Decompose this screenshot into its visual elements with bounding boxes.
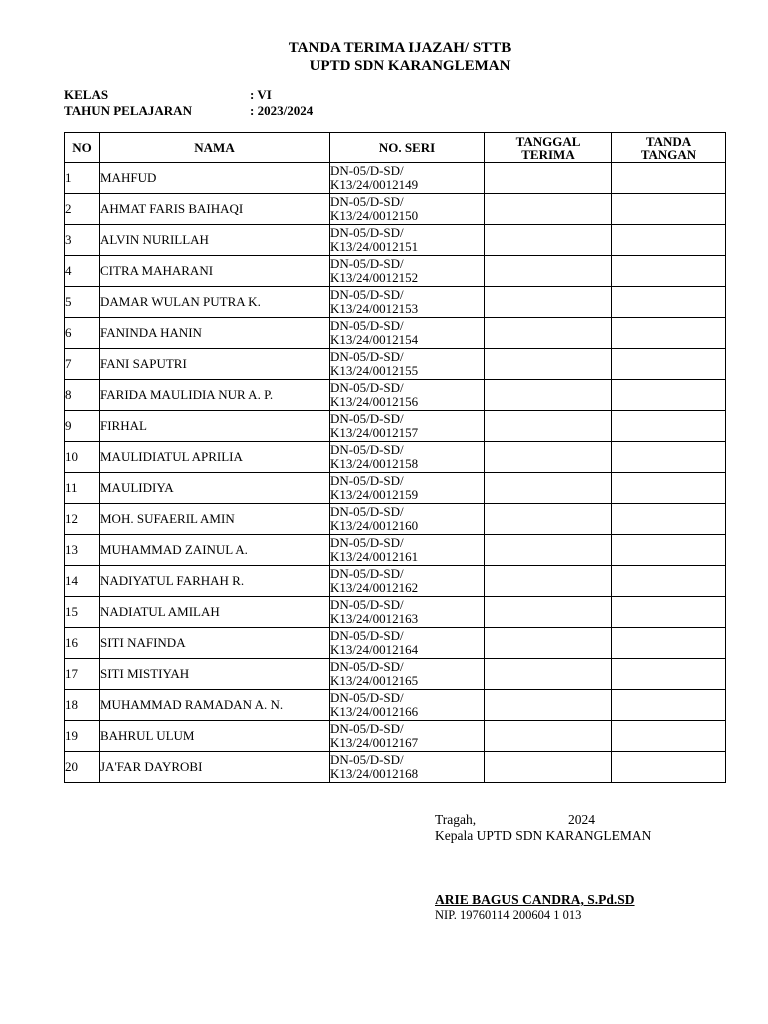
row-seri-number: K13/24/0012167 <box>330 735 419 750</box>
table-row <box>65 721 726 752</box>
row-tanggal-terima[interactable] <box>485 659 612 690</box>
row-tanggal-terima[interactable] <box>485 349 612 380</box>
row-no-seri <box>330 721 485 752</box>
row-seri-prefix: DN-05/D-SD/ <box>330 380 404 395</box>
row-seri-number: K13/24/0012161 <box>330 549 419 564</box>
row-seri-prefix: DN-05/D-SD/ <box>330 256 404 271</box>
row-seri-prefix: DN-05/D-SD/ <box>330 690 404 705</box>
row-seri-number: K13/24/0012151 <box>330 239 419 254</box>
row-tanda-tangan[interactable] <box>612 504 726 535</box>
row-tanda-tangan[interactable] <box>612 473 726 504</box>
row-seri-number: K13/24/0012152 <box>330 270 419 285</box>
row-nama: MOH. SUFAERIL AMIN <box>100 504 330 535</box>
table-row <box>65 380 726 411</box>
row-nama: CITRA MAHARANI <box>100 256 330 287</box>
row-no: 7 <box>65 349 100 380</box>
row-tanda-tangan[interactable] <box>612 535 726 566</box>
table-row <box>65 411 726 442</box>
table-row <box>65 504 726 535</box>
header-nama: NAMA <box>100 133 330 163</box>
row-seri-number: K13/24/0012160 <box>330 518 419 533</box>
table-row <box>65 287 726 318</box>
header-tanggal-line1: TANGGAL <box>515 133 581 149</box>
row-tanggal-terima[interactable] <box>485 287 612 318</box>
row-seri-prefix: DN-05/D-SD/ <box>330 442 404 457</box>
row-no: 16 <box>65 628 100 659</box>
row-no-seri <box>330 535 485 566</box>
row-seri-prefix: DN-05/D-SD/ <box>330 225 404 240</box>
row-no: 12 <box>65 504 100 535</box>
header-tanda-line1: TANDA <box>645 133 692 149</box>
table-row <box>65 473 726 504</box>
row-no-seri <box>330 380 485 411</box>
row-seri-number: K13/24/0012166 <box>330 704 419 719</box>
row-nama: NADIYATUL FARHAH R. <box>100 566 330 597</box>
row-seri-number: K13/24/0012156 <box>330 394 419 409</box>
row-nama: FANINDA HANIN <box>100 318 330 349</box>
row-no: 19 <box>65 721 100 752</box>
row-no: 15 <box>65 597 100 628</box>
row-no-seri <box>330 194 485 225</box>
row-tanggal-terima[interactable] <box>485 318 612 349</box>
row-seri-number: K13/24/0012153 <box>330 301 419 316</box>
row-seri-number: K13/24/0012163 <box>330 611 419 626</box>
row-tanggal-terima[interactable] <box>485 535 612 566</box>
row-nama: FARIDA MAULIDIA NUR A. P. <box>100 380 330 411</box>
table-row <box>65 597 726 628</box>
row-seri-prefix: DN-05/D-SD/ <box>330 659 404 674</box>
row-no-seri <box>330 411 485 442</box>
signature-year: 2024 <box>568 812 595 827</box>
row-seri-prefix: DN-05/D-SD/ <box>330 504 404 519</box>
header-no: NO <box>65 133 100 163</box>
row-seri-number: K13/24/0012149 <box>330 177 419 192</box>
row-no-seri <box>330 256 485 287</box>
row-tanggal-terima[interactable] <box>485 752 612 783</box>
row-no: 20 <box>65 752 100 783</box>
row-tanda-tangan[interactable] <box>612 442 726 473</box>
table-row <box>65 349 726 380</box>
row-no: 9 <box>65 411 100 442</box>
row-tanggal-terima[interactable] <box>485 380 612 411</box>
header-tanggal-line2: TERIMA <box>521 146 575 162</box>
table-row <box>65 659 726 690</box>
row-nama: ALVIN NURILLAH <box>100 225 330 256</box>
header-no-seri: NO. SERI <box>330 133 485 163</box>
table-row <box>65 256 726 287</box>
row-seri-number: K13/24/0012164 <box>330 642 419 657</box>
row-tanda-tangan[interactable] <box>612 163 726 194</box>
row-seri-prefix: DN-05/D-SD/ <box>330 318 404 333</box>
table-row <box>65 194 726 225</box>
row-tanggal-terima[interactable] <box>485 597 612 628</box>
row-seri-number: K13/24/0012159 <box>330 487 419 502</box>
row-seri-prefix: DN-05/D-SD/ <box>330 287 404 302</box>
receipt-table <box>64 132 726 783</box>
row-no-seri <box>330 504 485 535</box>
row-no-seri <box>330 287 485 318</box>
row-nama: SITI NAFINDA <box>100 628 330 659</box>
row-seri-number: K13/24/0012168 <box>330 766 419 781</box>
row-tanggal-terima[interactable] <box>485 504 612 535</box>
table-row <box>65 690 726 721</box>
row-tanda-tangan[interactable] <box>612 659 726 690</box>
row-tanggal-terima[interactable] <box>485 411 612 442</box>
row-no-seri <box>330 163 485 194</box>
row-no-seri <box>330 225 485 256</box>
row-no-seri <box>330 318 485 349</box>
signer-nip: NIP. 19760114 200604 1 013 <box>435 908 582 922</box>
row-tanggal-terima[interactable] <box>485 628 612 659</box>
table-row <box>65 225 726 256</box>
row-tanda-tangan[interactable] <box>612 287 726 318</box>
row-nama: AHMAT FARIS BAIHAQI <box>100 194 330 225</box>
row-tanda-tangan[interactable] <box>612 225 726 256</box>
row-tanda-tangan[interactable] <box>612 721 726 752</box>
row-seri-prefix: DN-05/D-SD/ <box>330 349 404 364</box>
row-nama: FIRHAL <box>100 411 330 442</box>
row-tanggal-terima[interactable] <box>485 442 612 473</box>
row-no-seri <box>330 473 485 504</box>
row-no: 18 <box>65 690 100 721</box>
row-seri-prefix: DN-05/D-SD/ <box>330 752 404 767</box>
row-tanda-tangan[interactable] <box>612 194 726 225</box>
row-no-seri <box>330 752 485 783</box>
row-no-seri <box>330 566 485 597</box>
table-row <box>65 535 726 566</box>
row-no: 6 <box>65 318 100 349</box>
row-nama: NADIATUL AMILAH <box>100 597 330 628</box>
row-tanda-tangan[interactable] <box>612 256 726 287</box>
row-no: 10 <box>65 442 100 473</box>
row-tanda-tangan[interactable] <box>612 380 726 411</box>
document-title: TANDA TERIMA IJAZAH/ STTB <box>288 40 512 56</box>
table-row <box>65 566 726 597</box>
row-no: 8 <box>65 380 100 411</box>
row-seri-prefix: DN-05/D-SD/ <box>330 535 404 550</box>
row-tanggal-terima[interactable] <box>485 690 612 721</box>
school-name: UPTD SDN KARANGLEMAN <box>309 58 511 74</box>
row-no: 5 <box>65 287 100 318</box>
row-seri-prefix: DN-05/D-SD/ <box>330 721 404 736</box>
row-no: 2 <box>65 194 100 225</box>
row-seri-number: K13/24/0012165 <box>330 673 419 688</box>
tahun-pelajaran-label: TAHUN PELAJARAN <box>64 103 192 118</box>
row-nama: MAHFUD <box>100 163 330 194</box>
row-no-seri <box>330 690 485 721</box>
kelas-value: : VI <box>250 87 272 102</box>
row-nama: MUHAMMAD RAMADAN A. N. <box>100 690 330 721</box>
row-seri-prefix: DN-05/D-SD/ <box>330 163 404 178</box>
row-tanggal-terima[interactable] <box>485 566 612 597</box>
row-nama: DAMAR WULAN PUTRA K. <box>100 287 330 318</box>
row-no-seri <box>330 628 485 659</box>
row-tanggal-terima[interactable] <box>485 256 612 287</box>
table-row <box>65 442 726 473</box>
row-tanda-tangan[interactable] <box>612 566 726 597</box>
row-no: 14 <box>65 566 100 597</box>
row-nama: MAULIDIATUL APRILIA <box>100 442 330 473</box>
row-tanggal-terima[interactable] <box>485 473 612 504</box>
row-seri-prefix: DN-05/D-SD/ <box>330 597 404 612</box>
row-tanggal-terima[interactable] <box>485 194 612 225</box>
row-seri-number: K13/24/0012158 <box>330 456 419 471</box>
table-row <box>65 628 726 659</box>
table-row <box>65 752 726 783</box>
row-nama: BAHRUL ULUM <box>100 721 330 752</box>
row-no: 1 <box>65 163 100 194</box>
row-no: 17 <box>65 659 100 690</box>
row-no-seri <box>330 349 485 380</box>
header-tanda-tangan <box>612 133 726 163</box>
tahun-pelajaran-value: : 2023/2024 <box>250 103 314 118</box>
row-nama: MUHAMMAD ZAINUL A. <box>100 535 330 566</box>
row-no-seri <box>330 659 485 690</box>
row-seri-prefix: DN-05/D-SD/ <box>330 411 404 426</box>
row-no: 3 <box>65 225 100 256</box>
table-body <box>65 163 726 783</box>
table-row <box>65 163 726 194</box>
row-seri-number: K13/24/0012157 <box>330 425 419 440</box>
row-nama: FANI SAPUTRI <box>100 349 330 380</box>
row-seri-number: K13/24/0012162 <box>330 580 419 595</box>
row-seri-prefix: DN-05/D-SD/ <box>330 473 404 488</box>
row-seri-number: K13/24/0012155 <box>330 363 419 378</box>
row-seri-prefix: DN-05/D-SD/ <box>330 194 404 209</box>
row-tanda-tangan[interactable] <box>612 318 726 349</box>
row-tanggal-terima[interactable] <box>485 721 612 752</box>
row-tanda-tangan[interactable] <box>612 349 726 380</box>
row-seri-number: K13/24/0012150 <box>330 208 419 223</box>
table-row <box>65 318 726 349</box>
row-nama: MAULIDIYA <box>100 473 330 504</box>
row-seri-prefix: DN-05/D-SD/ <box>330 566 404 581</box>
row-tanggal-terima[interactable] <box>485 225 612 256</box>
signer-name: ARIE BAGUS CANDRA, S.Pd.SD <box>435 892 635 907</box>
row-tanda-tangan[interactable] <box>612 628 726 659</box>
row-tanda-tangan[interactable] <box>612 690 726 721</box>
row-no: 4 <box>65 256 100 287</box>
row-tanda-tangan[interactable] <box>612 597 726 628</box>
row-nama: JA'FAR DAYROBI <box>100 752 330 783</box>
row-seri-number: K13/24/0012154 <box>330 332 419 347</box>
row-no-seri <box>330 597 485 628</box>
row-tanggal-terima[interactable] <box>485 163 612 194</box>
signer-role: Kepala UPTD SDN KARANGLEMAN <box>435 828 652 843</box>
table-header-row <box>65 133 726 163</box>
row-no: 13 <box>65 535 100 566</box>
row-no: 11 <box>65 473 100 504</box>
row-seri-prefix: DN-05/D-SD/ <box>330 628 404 643</box>
header-tanggal-terima <box>485 133 612 163</box>
header-tanda-line2: TANGAN <box>640 146 697 162</box>
row-nama: SITI MISTIYAH <box>100 659 330 690</box>
row-no-seri <box>330 442 485 473</box>
signature-place: Tragah, <box>435 812 477 827</box>
kelas-label: KELAS <box>64 87 109 102</box>
row-tanda-tangan[interactable] <box>612 411 726 442</box>
row-tanda-tangan[interactable] <box>612 752 726 783</box>
